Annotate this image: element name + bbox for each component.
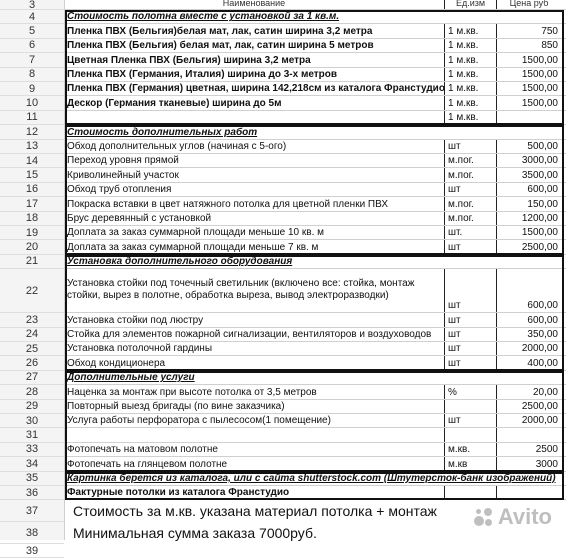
cell-unit [445,486,497,499]
cell-name: Переход уровня прямой [64,154,445,167]
row-number[interactable]: 20 [0,240,64,254]
row-number[interactable]: 23 [0,313,64,327]
cell-price: 1500,00 [521,68,558,80]
table-row[interactable] [64,140,566,154]
table-row[interactable] [64,226,566,240]
cell-unit: м.пог. [445,168,497,181]
row-number[interactable]: 9 [0,82,64,96]
column-header-name: Наименование [64,0,445,9]
row-number[interactable]: 7 [0,53,64,67]
row-number[interactable]: 8 [0,68,64,82]
cell-unit: шт [445,313,497,326]
cell-name [64,111,445,124]
cell-price: 2000,00 [521,415,558,427]
table-row[interactable] [64,212,566,226]
cell-price [497,125,561,138]
cell-unit: % [445,385,497,398]
table-row[interactable] [64,24,566,38]
table-row[interactable] [64,313,566,327]
row-number[interactable]: 38 [0,522,64,544]
table-row[interactable] [64,240,566,254]
table-row[interactable] [64,168,566,182]
note-text: Стоимость за м.кв. указана материал потолка + монтаж [73,502,437,519]
cell-name: Обход труб отопления [64,183,445,196]
cell-unit: 1 м.кв. [445,111,497,124]
cell-name: Фактурные потолки из каталога Франстудио [64,486,445,499]
row-number[interactable]: 36 [0,486,64,500]
row-number-column [0,0,65,557]
cell-unit: шт [445,328,497,341]
table-row[interactable] [64,486,566,500]
table-row[interactable] [64,400,566,414]
cell-name: Стойка для элементов пожарной сигнализации, вентиляторов и воздуховодов [64,328,445,341]
row-number[interactable]: 25 [0,342,64,356]
cell-unit: шт [445,183,497,196]
row-number[interactable]: 18 [0,212,64,226]
row-number[interactable]: 16 [0,183,64,197]
cell-price: 2500,00 [521,241,558,253]
row-number[interactable]: 26 [0,356,64,370]
cell-name: Криволинейный участок [64,168,445,181]
watermark-text: Avito [497,504,552,529]
cell-price [497,486,561,499]
row-number[interactable]: 6 [0,39,64,53]
cell-name: Фотопечать на матовом полотне [64,443,445,456]
avito-watermark [472,504,552,530]
note-text: Минимальная сумма заказа 7000руб. [73,524,317,541]
cell-unit: м.кв. [445,443,497,456]
cell-price [497,111,561,124]
cell-price: 1500,00 [521,54,558,66]
cell-name: Доплата за заказ суммарной площади меньше 7 кв. м [64,240,445,253]
row-number[interactable]: 33 [0,443,64,457]
cell-name: Услуга работы перфоратора с пылесосом(1 помещение) [64,414,445,427]
cell-unit: 1 м.кв. [445,39,497,52]
cell-price: 400,00 [527,357,558,369]
cell-name: Цветная Пленка ПВХ (Бельгия) ширина 3,2 метра [64,53,445,66]
row-number[interactable]: 30 [0,414,64,428]
cell-price: 850 [541,40,558,52]
cell-name: Установка потолочной гардины [64,342,445,355]
section-header-row[interactable] [64,10,566,24]
table-row[interactable] [64,356,566,370]
cell-price: 2000,00 [521,343,558,355]
table-row[interactable] [64,269,566,313]
cell-name: Дополнительные услуги [67,372,195,384]
cell-name: Обход дополнительных углов (начиная с 5-ого) [64,140,445,153]
cell-unit: 1 м.кв. [445,82,497,95]
row-number[interactable]: 17 [0,197,64,211]
cell-name: Наценка за монтаж при высоте потолка от 3,5 метров [64,385,445,398]
cell-price [497,428,561,441]
cell-name: Пленка ПВХ (Германия, Италия) ширина до 3-х метров [64,68,445,81]
row-number[interactable]: 29 [0,400,64,414]
table-row[interactable] [64,111,566,125]
row-number[interactable]: 13 [0,140,64,154]
cell-unit: 1 м.кв. [445,68,497,81]
cell-price [497,255,561,268]
cell-price: 1500,00 [521,97,558,109]
cell-unit: м.пог. [445,154,497,167]
row-number[interactable]: 10 [0,96,64,110]
cell-name: Картинка берется из каталога, или с сайта shutterstock.com (Штутерсток-банк изображений) [67,472,556,484]
table-row[interactable] [64,197,566,211]
table-row[interactable] [64,457,566,471]
cell-name: Дескор (Германия тканевые) ширина до 5м [64,96,445,109]
row-number[interactable]: 4 [0,10,64,24]
cell-name: Пленка ПВХ (Бельгия) белая мат, лак, сатин ширина 5 метров [64,39,445,52]
cell-unit [445,10,497,23]
cell-unit: шт [445,342,497,355]
section-header-row[interactable] [64,371,566,385]
cell-name: Фотопечать на глянцевом полотне [64,457,445,470]
table-row[interactable] [64,443,566,457]
row-number[interactable]: 27 [0,371,64,385]
table-row[interactable] [64,154,566,168]
cell-price: 1500,00 [521,83,558,95]
section-header-row[interactable] [64,125,566,139]
cell-unit [445,125,497,138]
cell-price: 600,00 [527,314,558,326]
table-row[interactable] [64,39,566,53]
row-number[interactable]: 3 [0,0,64,10]
row-number[interactable]: 34 [0,457,64,471]
cell-unit: 1 м.кв. [445,53,497,66]
cell-price [497,10,561,23]
cell-name: Стоимость дополнительных работ [67,126,258,138]
cell-unit: м.кв [445,457,497,470]
table-row[interactable] [64,414,566,428]
table-row[interactable] [64,82,566,96]
table-row[interactable] [64,183,566,197]
table-row[interactable] [64,342,566,356]
row-number[interactable]: 14 [0,154,64,168]
cell-name: Установка стойки под люстру [64,313,445,326]
avito-logo-icon [472,506,494,528]
cell-price: 600,00 [527,184,558,196]
row-number[interactable]: 5 [0,24,64,38]
row-number[interactable]: 12 [0,125,64,139]
row-number[interactable]: 11 [0,111,64,125]
cell-price: 2500 [535,444,558,456]
cell-price: 2500,00 [521,400,558,412]
cell-name: Установка дополнительного оборудования [67,256,293,268]
cell-name: Доплата за заказ суммарной площади меньше 10 кв. м [64,226,445,239]
cell-name: Стоимость полотна вместе с установкой за 1 кв.м. [67,11,340,23]
table-row[interactable] [64,328,566,342]
row-number[interactable]: 31 [0,428,64,442]
cell-unit: шт [445,240,497,253]
cell-name: Пленка ПВХ (Германия) цветная, ширина 142,218см из каталога Франстудио [64,82,445,95]
cell-price: 3500,00 [521,169,558,181]
row-number[interactable]: 22 [0,269,64,313]
cell-unit: 1 м.кв. [445,96,497,109]
cell-price: 350,00 [527,328,558,340]
cell-price: 500,00 [527,140,558,152]
section-header-row[interactable] [64,255,566,269]
price-table [64,0,566,540]
cell-unit: м.пог. [445,197,497,210]
cell-unit: шт. [445,226,497,239]
table-row[interactable] [64,385,566,399]
column-header-row[interactable] [64,0,566,10]
row-number[interactable]: 19 [0,226,64,240]
cell-price: 3000,00 [521,155,558,167]
cell-unit: шт [445,356,497,369]
cell-unit [445,255,497,268]
cell-name: Покраска вставки в цвет натяжного потолка для цветной пленки ПВХ [64,197,445,210]
cell-name: Обход кондиционера [64,356,445,369]
cell-unit [445,428,497,441]
table-row[interactable] [64,96,566,110]
cell-name: Пленка ПВХ (Бельгия)белая мат, лак, сатин ширина 3,2 метра [64,24,445,37]
column-header-price: Цена руб [509,0,549,8]
cell-price: 150,00 [527,198,558,210]
cell-name: Повторный выезд бригады (по вине заказчика) [64,400,445,413]
cell-name [64,428,445,441]
row-number[interactable]: 24 [0,328,64,342]
cell-unit [445,400,497,413]
cell-price: 3000 [535,458,558,470]
cell-name: Брус деревянный с установкой [64,212,445,225]
cell-unit: 1 м.кв. [445,24,497,37]
row-number[interactable]: 39 [0,544,64,558]
cell-price [497,371,561,384]
row-number[interactable]: 35 [0,472,64,486]
cell-unit: шт [445,269,497,312]
section-header-row[interactable] [64,472,566,486]
table-row[interactable] [64,428,566,442]
cell-price: 750 [541,25,558,37]
cell-price: 1500,00 [521,227,558,239]
row-number[interactable]: 15 [0,168,64,182]
table-row[interactable] [64,544,566,558]
cell-unit: шт [445,414,497,427]
note-text [70,544,566,558]
cell-price: 20,00 [532,386,558,398]
row-number[interactable]: 37 [0,500,64,522]
table-row[interactable] [64,68,566,82]
cell-unit [445,371,497,384]
cell-price: 600,00 [527,300,558,312]
column-header-unit: Ед.изм [445,0,497,9]
cell-price: 1200,00 [521,212,558,224]
row-number[interactable]: 28 [0,385,64,399]
table-row[interactable] [64,53,566,67]
cell-unit: шт [445,140,497,153]
row-number[interactable]: 21 [0,255,64,269]
cell-price [497,472,561,485]
cell-unit [445,472,497,485]
cell-name: Установка стойки под точечный светильник (включено все: стойка, монтаж стойки, вырез в полотне, обработка выреза, вывод электроразводки) [64,269,445,312]
cell-unit: м.пог. [445,212,497,225]
